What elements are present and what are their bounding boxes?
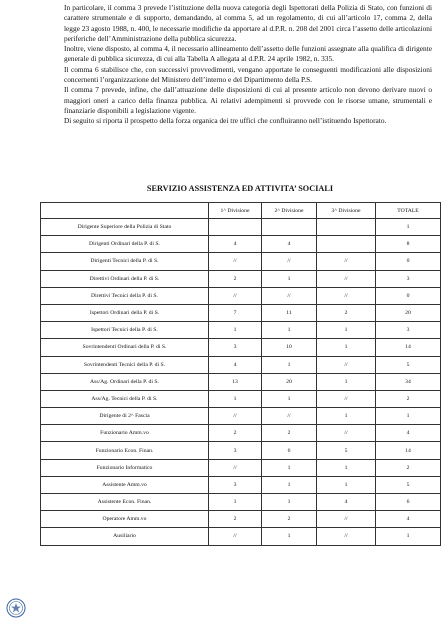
table-row <box>41 356 441 373</box>
table-cell: // <box>317 287 376 304</box>
table-row <box>41 236 441 253</box>
table-cell: 1 <box>262 270 317 287</box>
table-cell: 3 <box>209 476 262 493</box>
table-row <box>41 287 441 304</box>
row-label: Sovrintendenti Tecnici della P. di S. <box>41 356 209 373</box>
row-label: Dirigente Superiore della Polizia di Stato <box>41 219 209 236</box>
table-cell: 2 <box>262 511 317 528</box>
table-row <box>41 442 441 459</box>
table-row <box>41 390 441 407</box>
table-cell: 1 <box>317 339 376 356</box>
table-cell: // <box>209 459 262 476</box>
column-header: 3^ Divisione <box>317 203 376 219</box>
table-cell: 4 <box>262 236 317 253</box>
table-row <box>41 528 441 545</box>
table-cell: 5 <box>376 356 441 373</box>
table-body <box>41 219 441 546</box>
table-cell: // <box>209 528 262 545</box>
table-cell: 1 <box>376 528 441 545</box>
row-label: Dirigenti Tecnici della P. di S. <box>41 253 209 270</box>
table-row <box>41 459 441 476</box>
row-label: Dirigenti Ordinari della P. di S. <box>41 236 209 253</box>
row-label: Direttivi Tecnici della P. di S. <box>41 287 209 304</box>
table-cell: 20 <box>376 304 441 321</box>
table-cell: 4 <box>376 425 441 442</box>
table-cell: 2 <box>317 304 376 321</box>
table-cell: 11 <box>262 304 317 321</box>
table-cell: 2 <box>209 270 262 287</box>
table-cell: 2 <box>209 511 262 528</box>
table-row <box>41 373 441 390</box>
column-header: 1^ Divisione <box>209 203 262 219</box>
table-cell: 1 <box>262 459 317 476</box>
table-cell: 1 <box>262 390 317 407</box>
row-label: Funzionario Amm.vo <box>41 425 209 442</box>
column-header <box>41 203 209 219</box>
row-label: Ispettori Ordinari della P. di S. <box>41 304 209 321</box>
paragraph: Il comma 6 stabilisce che, con successivi provvedimenti, vengano apportate le conseguenti modificazioni alle disposizioni concernenti l’organizzazione del Ministero dell’interno e del Dipartimento della P.S. <box>64 64 432 85</box>
table-cell: 5 <box>376 476 441 493</box>
table-cell: 1 <box>317 322 376 339</box>
table-cell: 4 <box>209 356 262 373</box>
republic-seal-icon <box>6 598 26 618</box>
paragraph: Di seguito si riporta il prospetto della forza organica dei tre uffici che confluiranno nell’istituendo Ispettorato. <box>64 116 387 126</box>
table-cell: // <box>262 287 317 304</box>
table-cell: // <box>209 287 262 304</box>
row-label: Dirigente di 2^ Fascia <box>41 408 209 425</box>
table-cell: // <box>317 390 376 407</box>
table-row <box>41 219 441 236</box>
table-row <box>41 408 441 425</box>
table-title: SERVIZIO ASSISTENZA ED ATTIVITA’ SOCIALI <box>146 184 334 193</box>
table-cell: 8 <box>376 236 441 253</box>
table-cell: 1 <box>262 322 317 339</box>
table-cell: 14 <box>376 339 441 356</box>
table-cell: 1 <box>376 408 441 425</box>
table-cell: // <box>209 253 262 270</box>
row-label: Funzionario Econ. Finan. <box>41 442 209 459</box>
table-cell: 2 <box>376 390 441 407</box>
row-label: Funzionario Informatico <box>41 459 209 476</box>
table-cell: // <box>317 356 376 373</box>
table-cell: 1 <box>262 528 317 545</box>
table-cell: 10 <box>262 339 317 356</box>
row-label: Direttivi Ordinari della P. di S. <box>41 270 209 287</box>
paragraph: In particolare, il comma 3 prevede l’istituzione della nuova categoria degli Ispettorati della Polizia di Stato, con funzioni di carattere strumentale e di supporto, demandando, al comma 5, ad un regolamento, di cui all’articolo 17, comma 2, della legge 23 agosto 1988, n. 400, le necessarie modifiche da apportare al d.P.R. n. 208 del 2001 circa l’assetto delle articolazioni periferiche dell’Amministrazione della pubblica sicurezza. <box>64 3 432 43</box>
table-row <box>41 253 441 270</box>
table-row <box>41 494 441 511</box>
row-label: Ispettori Tecnici della P. di S. <box>41 322 209 339</box>
table-cell: 3 <box>209 442 262 459</box>
table-cell <box>317 219 376 236</box>
table-cell: 4 <box>376 511 441 528</box>
table-cell: // <box>317 528 376 545</box>
table-row <box>41 339 441 356</box>
table-header-row <box>41 203 441 219</box>
table-cell: 1 <box>209 494 262 511</box>
table-row <box>41 425 441 442</box>
row-label: Ausiliario <box>41 528 209 545</box>
table-cell <box>262 219 317 236</box>
paragraph: Inoltre, viene disposto, al comma 4, il necessario allineamento dell’assetto delle funzioni assegnate alla qualifica di dirigente generale di pubblica sicurezza, di cui alla Tabella A allegata al d.P.R. 24 aprile 1982, n. 335. <box>64 44 432 64</box>
table-row <box>41 476 441 493</box>
table-row <box>41 270 441 287</box>
row-label: Ass/Ag. Ordinari della P. di S. <box>41 373 209 390</box>
table-cell: 1 <box>317 373 376 390</box>
table-cell: // <box>317 425 376 442</box>
table-cell: 1 <box>209 322 262 339</box>
row-label: Operatore Amm.vo <box>41 511 209 528</box>
table-cell: 2 <box>262 425 317 442</box>
table-cell: 0 <box>376 287 441 304</box>
table-cell: 1 <box>376 219 441 236</box>
table-cell: 20 <box>262 373 317 390</box>
table-row <box>41 304 441 321</box>
table-row <box>41 322 441 339</box>
table-cell <box>317 236 376 253</box>
table-cell: 4 <box>317 494 376 511</box>
row-label: Assistente Econ. Finan. <box>41 494 209 511</box>
table-cell: 0 <box>376 253 441 270</box>
table-cell: 3 <box>376 270 441 287</box>
body-text <box>64 3 432 127</box>
table-cell: // <box>209 408 262 425</box>
column-header: 2^ Divisione <box>262 203 317 219</box>
table-cell: 2 <box>209 425 262 442</box>
table-cell: 3 <box>376 322 441 339</box>
table-cell: // <box>317 253 376 270</box>
paragraph: Il comma 7 prevede, infine, che dall’attuazione delle disposizioni di cui al presente articolo non devono derivare nuovi o maggiori oneri a carico della finanza pubblica. Ai relativi adempimenti si provvede con le risorse umane, strumentali e finanziarie disponibili a legislazione vigente. <box>64 85 432 115</box>
table-cell: 1 <box>209 390 262 407</box>
table-cell: // <box>262 408 317 425</box>
table-cell: 4 <box>209 236 262 253</box>
table-cell: 34 <box>376 373 441 390</box>
table-cell: 14 <box>376 442 441 459</box>
table-cell <box>209 219 262 236</box>
table-cell: 5 <box>317 442 376 459</box>
table-cell: 1 <box>262 494 317 511</box>
table-cell: 1 <box>262 356 317 373</box>
table-cell: 2 <box>376 459 441 476</box>
table-cell: 6 <box>262 442 317 459</box>
table-cell: 13 <box>209 373 262 390</box>
table-cell: // <box>317 511 376 528</box>
row-label: Sovrintendenti Ordinari della P. di S. <box>41 339 209 356</box>
table-row <box>41 511 441 528</box>
table-cell: 7 <box>209 304 262 321</box>
table-cell: // <box>262 253 317 270</box>
table-cell: 1 <box>262 476 317 493</box>
table-cell: // <box>317 270 376 287</box>
column-header: TOTALE <box>376 203 441 219</box>
table-cell: 1 <box>317 408 376 425</box>
table-cell: 1 <box>317 459 376 476</box>
table-cell: 6 <box>376 494 441 511</box>
staffing-table <box>40 202 441 546</box>
table-cell: 3 <box>209 339 262 356</box>
table-cell: 1 <box>317 476 376 493</box>
row-label: Assistente Amm.vo <box>41 476 209 493</box>
row-label: Ass/Ag. Tecnici della P. di S. <box>41 390 209 407</box>
